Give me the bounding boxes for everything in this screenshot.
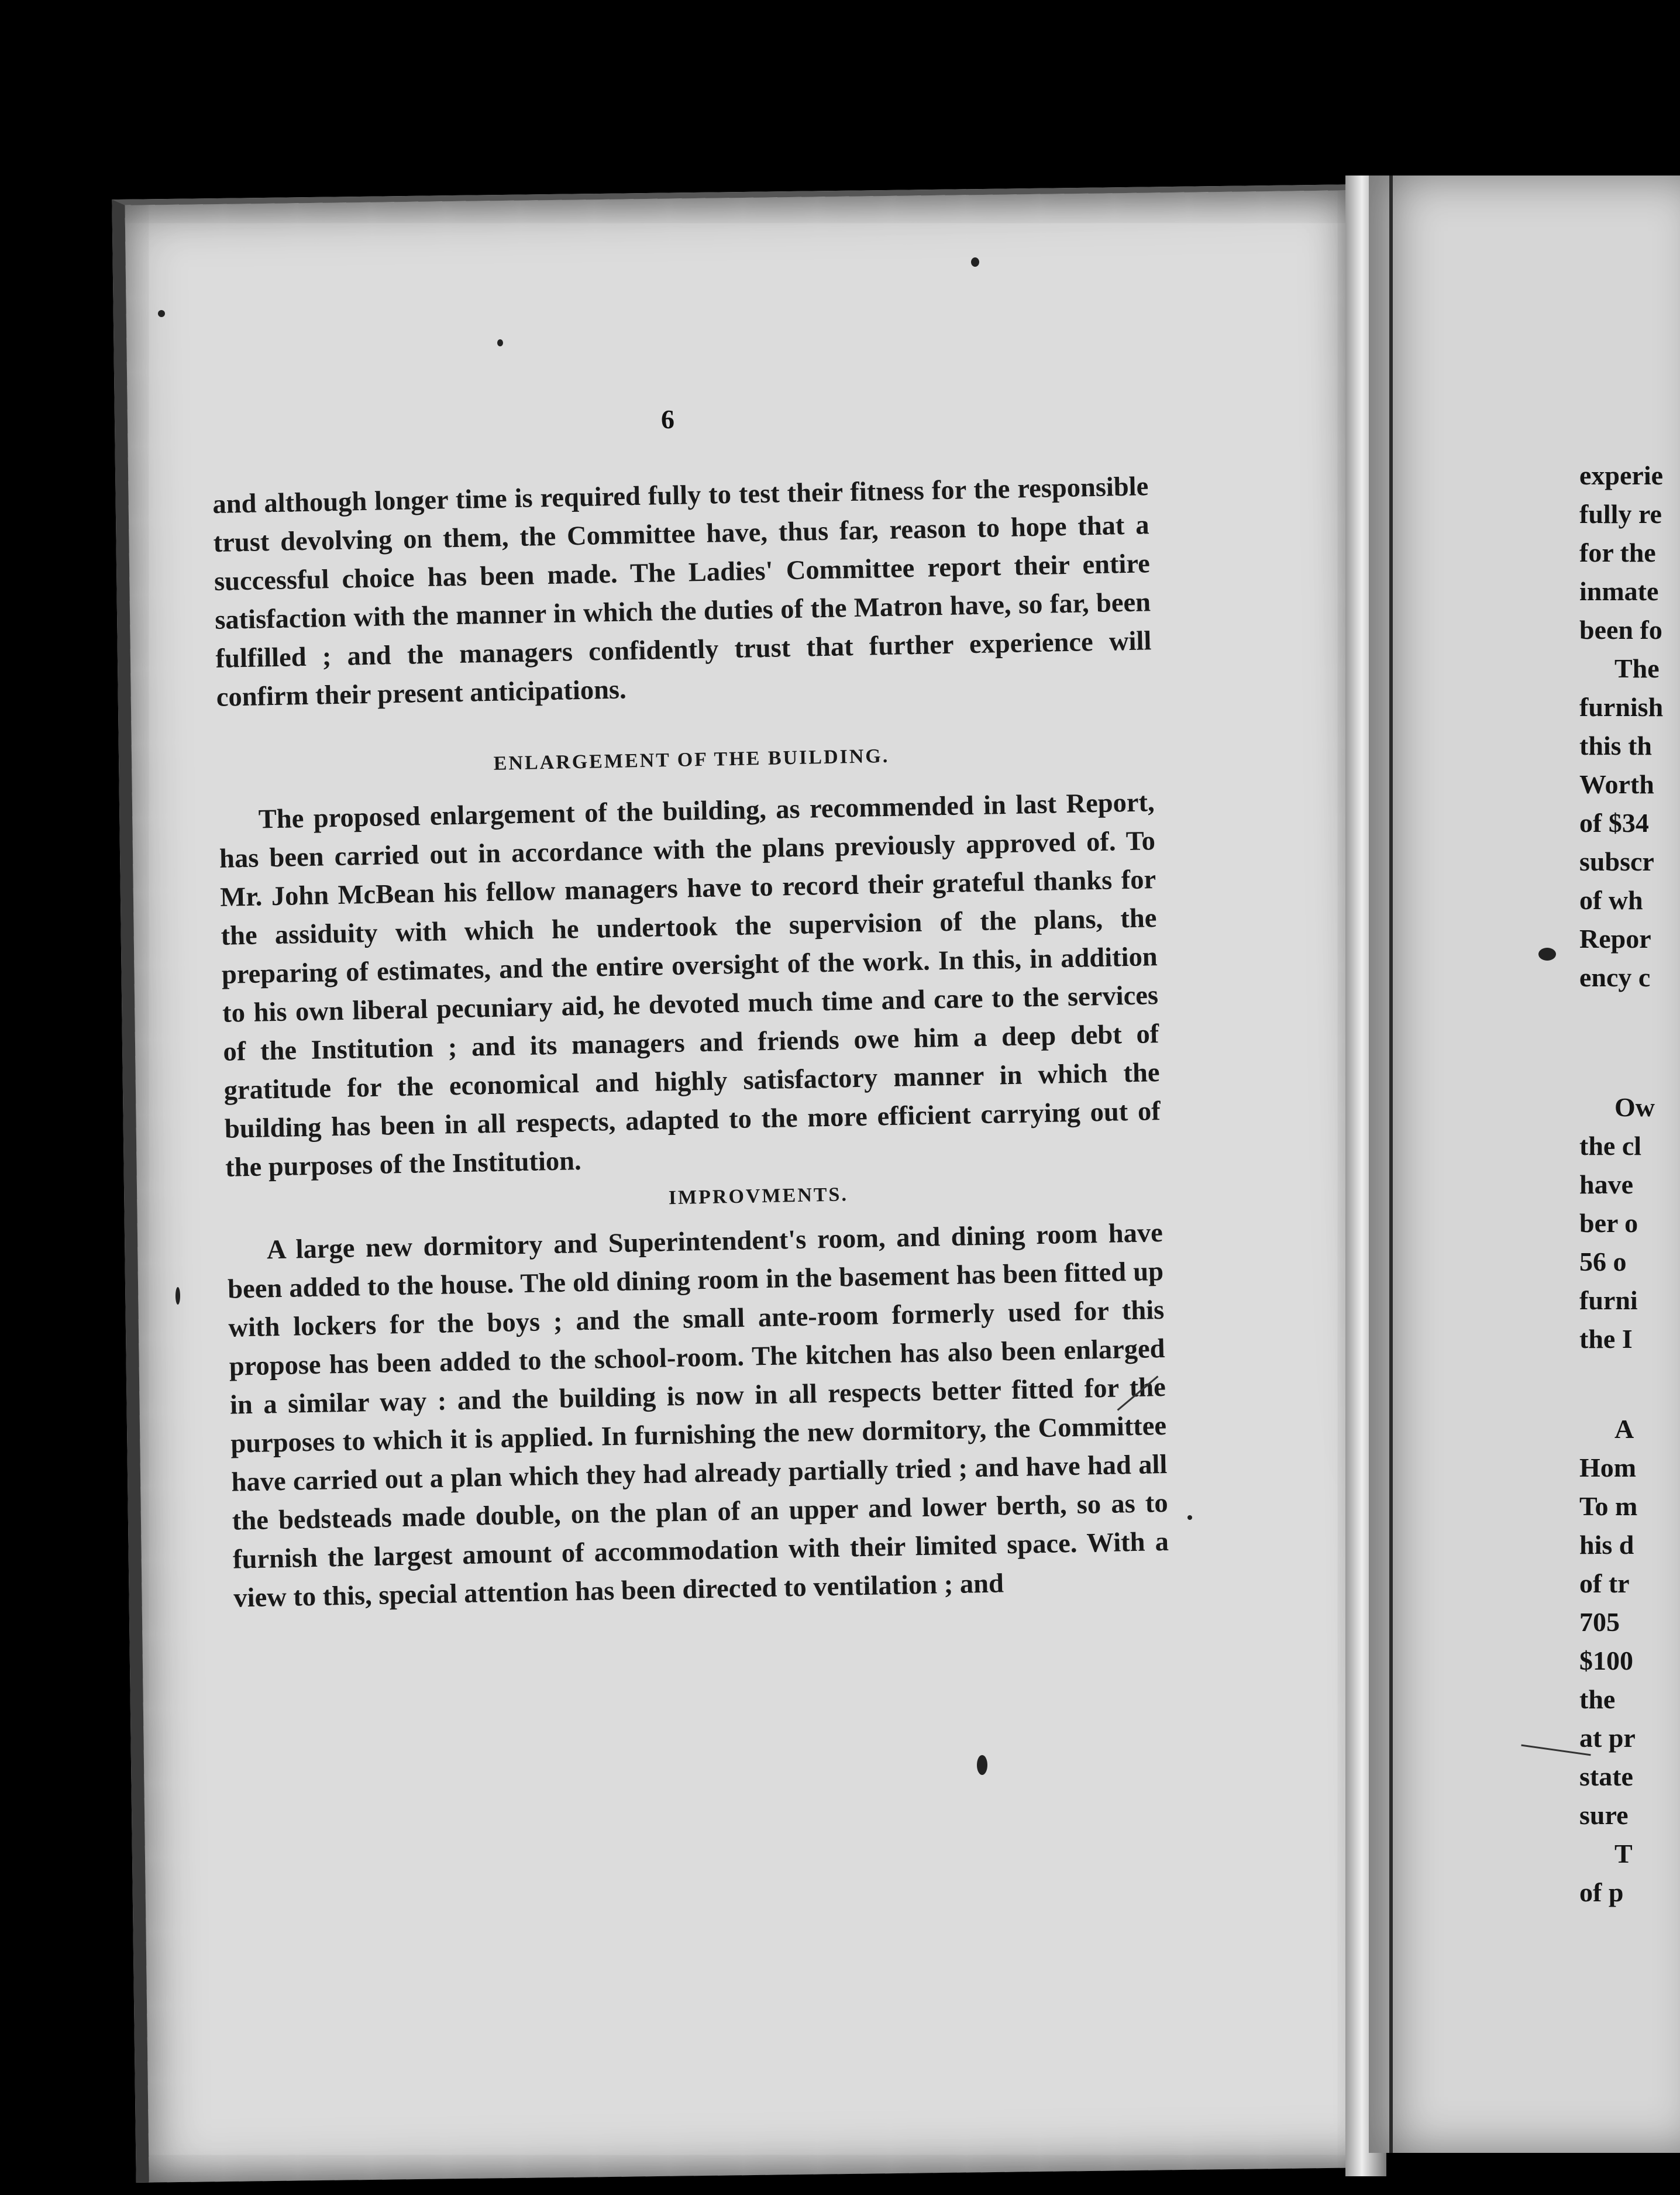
paragraph-improvements: A large new dormitory and Superintendent's room, and dining room have been added to the house. The old dining room in the basement has been fitted up with lockers for the boys ; and the small ante-room formerly used for this propose has been added to the school-room. The kitchen has also been enlarged in a similar way : and the building is now in all respects better fitted for the purposes to which it is applied. In furnishing the new dormitory, the Committee have carried out a plan which they had already partially tried ; and have had all the bedsteads made double, on the plan of an upper and lower berth, so as to furnish the largest amount of accommodation with their limited space. With a view to this, special attention has been directed to ventilation ; and xyxy=(227,1218,1169,1613)
fragment-line: been fo xyxy=(1579,615,1662,645)
fragment-line: subscr xyxy=(1579,847,1654,876)
opening-paragraph: and although longer time is required fully to test their fitness for the responsible trust devolving on them, the Committee have, thus far, reason to hope that a successful choice has been made. The Ladies' Committee report their entire satisfaction with the manner in which the duties of the Matron have, so far, been fulfilled ; and the managers confidently trust that further experience will confirm their present anticipations. xyxy=(212,472,1152,713)
film-speck xyxy=(1187,1515,1192,1520)
page-number: 6 xyxy=(661,404,674,434)
film-speck xyxy=(175,1287,180,1305)
right-page-edge xyxy=(1389,176,1393,2153)
fragment-line: of wh xyxy=(1579,885,1643,915)
fragment-line: state xyxy=(1579,1761,1633,1791)
film-speck xyxy=(977,1755,987,1775)
fragment-line: of tr xyxy=(1579,1568,1630,1598)
film-speck xyxy=(971,257,979,267)
fragment-line: 705 xyxy=(1579,1607,1620,1637)
right-fragment-block-3 xyxy=(1579,1410,1680,1912)
fragment-line: T xyxy=(1614,1839,1633,1869)
fragment-line: of $34 xyxy=(1579,808,1649,838)
fragment-line: Ow xyxy=(1614,1092,1655,1122)
fragment-line: To m xyxy=(1579,1491,1638,1521)
fragment-line: experie xyxy=(1579,460,1664,490)
fragment-line: at pr xyxy=(1579,1723,1636,1753)
fragment-line: $100 xyxy=(1579,1646,1633,1676)
fragment-line: have xyxy=(1579,1169,1633,1199)
fragment-line: of p xyxy=(1579,1877,1624,1907)
fragment-line: this th xyxy=(1579,731,1652,761)
film-speck xyxy=(497,339,503,346)
right-fragment-block-1 xyxy=(1579,456,1680,997)
heading-enlargement: ENLARGEMENT OF THE BUILDING. xyxy=(493,745,890,775)
film-speck xyxy=(158,310,165,317)
fragment-line: ency c xyxy=(1579,962,1651,992)
fragment-line: The xyxy=(1614,653,1660,683)
fragment-line: furni xyxy=(1579,1285,1638,1315)
fragment-line: for the xyxy=(1579,538,1656,567)
left-page-text xyxy=(211,380,1170,1618)
fragment-line: fully re xyxy=(1579,499,1662,529)
fragment-line: A xyxy=(1614,1414,1634,1444)
fragment-line: Repor xyxy=(1579,924,1651,954)
fragment-line: 56 o xyxy=(1579,1247,1627,1277)
film-speck xyxy=(1538,948,1556,961)
fragment-line: furnish xyxy=(1579,692,1664,722)
fragment-line: the xyxy=(1579,1684,1616,1714)
fragment-line: Worth xyxy=(1579,769,1654,799)
fragment-line: his d xyxy=(1579,1530,1634,1560)
fragment-line: ber o xyxy=(1579,1208,1638,1238)
fragment-line: inmate xyxy=(1579,576,1659,606)
fragment-line: the cl xyxy=(1579,1131,1642,1161)
heading-improvements: IMPROVMENTS. xyxy=(668,1183,849,1209)
fragment-line: Hom xyxy=(1579,1453,1637,1482)
paragraph-enlargement: The proposed enlargement of the building, as recommended in last Report, has been carried out in accordance with the plans previously approved of. To Mr. John McBean his fellow managers have to record their grateful thanks for the assiduity with which he undertook the supervision of the plans, the preparing of estimates, and the entire oversight of the work. In this, in addition to his own liberal pecuniary aid, he devoted much time and care to the services of the Institution ; and its managers and friends owe him a deep debt of gratitude for the economical and highly satisfactory manner in which the building has been in all respects, adapted to the more efficient carrying out of the purposes of the Institution. xyxy=(219,787,1161,1183)
fragment-line: the I xyxy=(1579,1324,1633,1354)
fragment-line: sure xyxy=(1579,1800,1629,1830)
right-fragment-block-2 xyxy=(1579,1088,1680,1358)
